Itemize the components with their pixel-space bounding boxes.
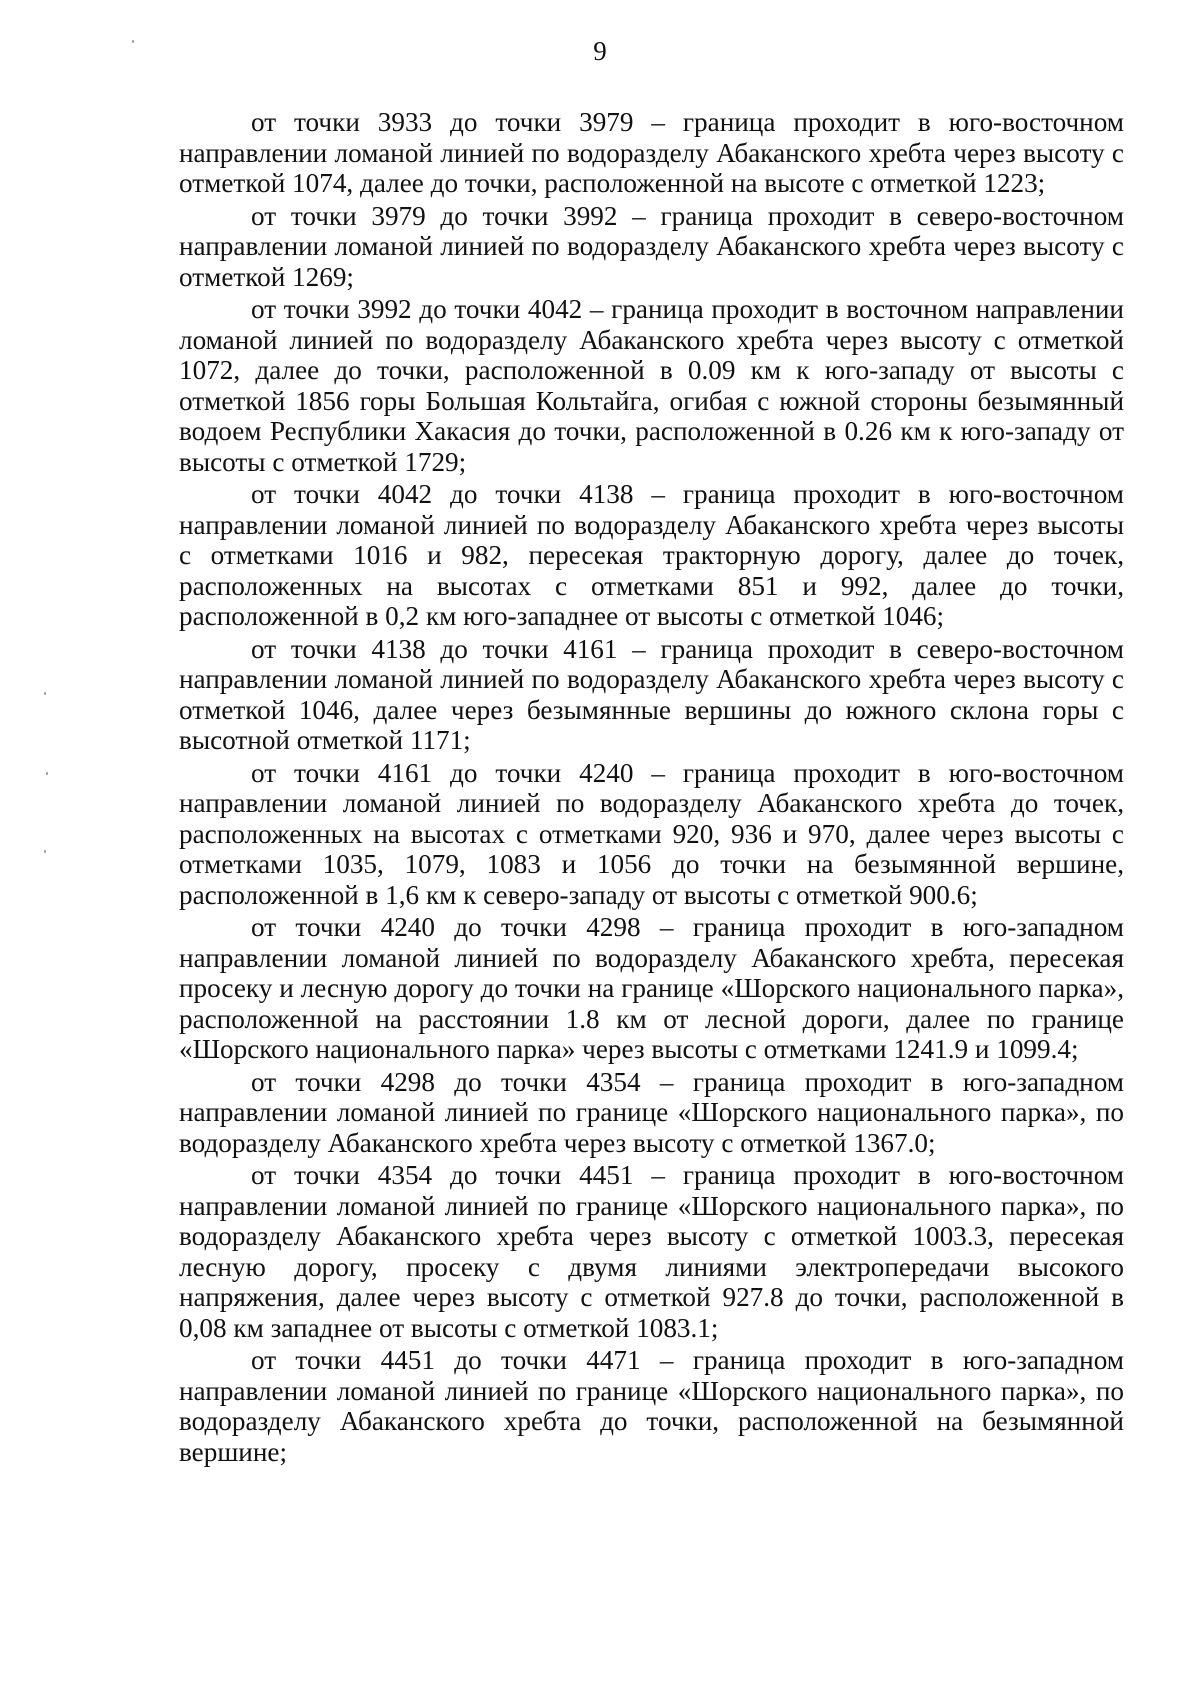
scan-artifact (46, 772, 48, 775)
boundary-segment-paragraph: от точки 4354 до точки 4451 – граница проходит в юго-восточном направлении ломаной линией по границе «Шорского национального парка», по водоразделу Абаканского хребта через высоту с отметкой 1003.3, пересекая лесную дорогу, просеку с двумя линиями электропередачи высокого напряжения, далее через высоту с отметкой 927.8 до точки, расположенной в 0,08 км западнее от высоты с отметкой 1083.1; (179, 1160, 1124, 1343)
boundary-segment-paragraph: от точки 4042 до точки 4138 – граница проходит в юго-восточном направлении ломаной линией по водоразделу Абаканского хребта через высоты с отметками 1016 и 982, пересекая тракторную дорогу, далее до точек, расположенных на высотах с отметками 851 и 992, далее до точки, расположенной в 0,2 км юго-западнее от высоты с отметкой 1046; (179, 479, 1124, 631)
boundary-segment-paragraph: от точки 3992 до точки 4042 – граница проходит в восточном направлении ломаной линией по водоразделу Абаканского хребта через высоту с отметкой 1072, далее до точки, расположенной в 0.09 км к юго-западу от высоты с отметкой 1856 горы Большая Кольтайга, огибая с южной стороны безымянный водоем Республики Хакасия до точки, расположенной в 0.26 км к юго-западу от высоты с отметкой 1729; (179, 294, 1124, 477)
scan-artifact (44, 850, 46, 853)
scan-artifact (44, 692, 46, 695)
page-number: 9 (593, 36, 607, 66)
boundary-segment-paragraph: от точки 3933 до точки 3979 – граница проходит в юго-восточном направлении ломаной линией по водоразделу Абаканского хребта через высоту с отметкой 1074, далее до точки, расположенной на высоте с отметкой 1223; (179, 107, 1124, 198)
boundary-segment-paragraph: от точки 4138 до точки 4161 – граница проходит в северо-восточном направлении ломаной линией по водоразделу Абаканского хребта через высоту с отметкой 1046, далее через безымянные вершины до южного склона горы с высотной отметкой 1171; (179, 633, 1124, 755)
document-body (179, 107, 1124, 1467)
boundary-segment-paragraph: от точки 4451 до точки 4471 – граница проходит в юго-западном направлении ломаной линией по границе «Шорского национального парка», по водоразделу Абаканского хребта до точки, расположенной на безымянной вершине; (179, 1345, 1124, 1467)
boundary-segment-paragraph: от точки 4240 до точки 4298 – граница проходит в юго-западном направлении ломаной линией по водоразделу Абаканского хребта, пересекая просеку и лесную дорогу до точки на границе «Шорского национального парка», расположенной на расстоянии 1.8 км от лесной дороги, далее по границе «Шорского национального парка» через высоты с отметками 1241.9 и 1099.4; (179, 912, 1124, 1064)
boundary-segment-paragraph: от точки 4298 до точки 4354 – граница проходит в юго-западном направлении ломаной линией по границе «Шорского национального парка», по водоразделу Абаканского хребта через высоту с отметкой 1367.0; (179, 1066, 1124, 1158)
boundary-segment-paragraph: от точки 4161 до точки 4240 – граница проходит в юго-восточном направлении ломаной линией по водоразделу Абаканского хребта до точек, расположенных на высотах с отметками 920, 936 и 970, далее через высоты с отметками 1035, 1079, 1083 и 1056 до точки на безымянной вершине, расположенной в 1,6 км к северо-западу от высоты с отметкой 900.6; (179, 757, 1124, 910)
boundary-segment-paragraph: от точки 3979 до точки 3992 – граница проходит в северо-восточном направлении ломаной линией по водоразделу Абаканского хребта через высоту с отметкой 1269; (179, 200, 1124, 292)
scan-artifact (132, 40, 134, 43)
